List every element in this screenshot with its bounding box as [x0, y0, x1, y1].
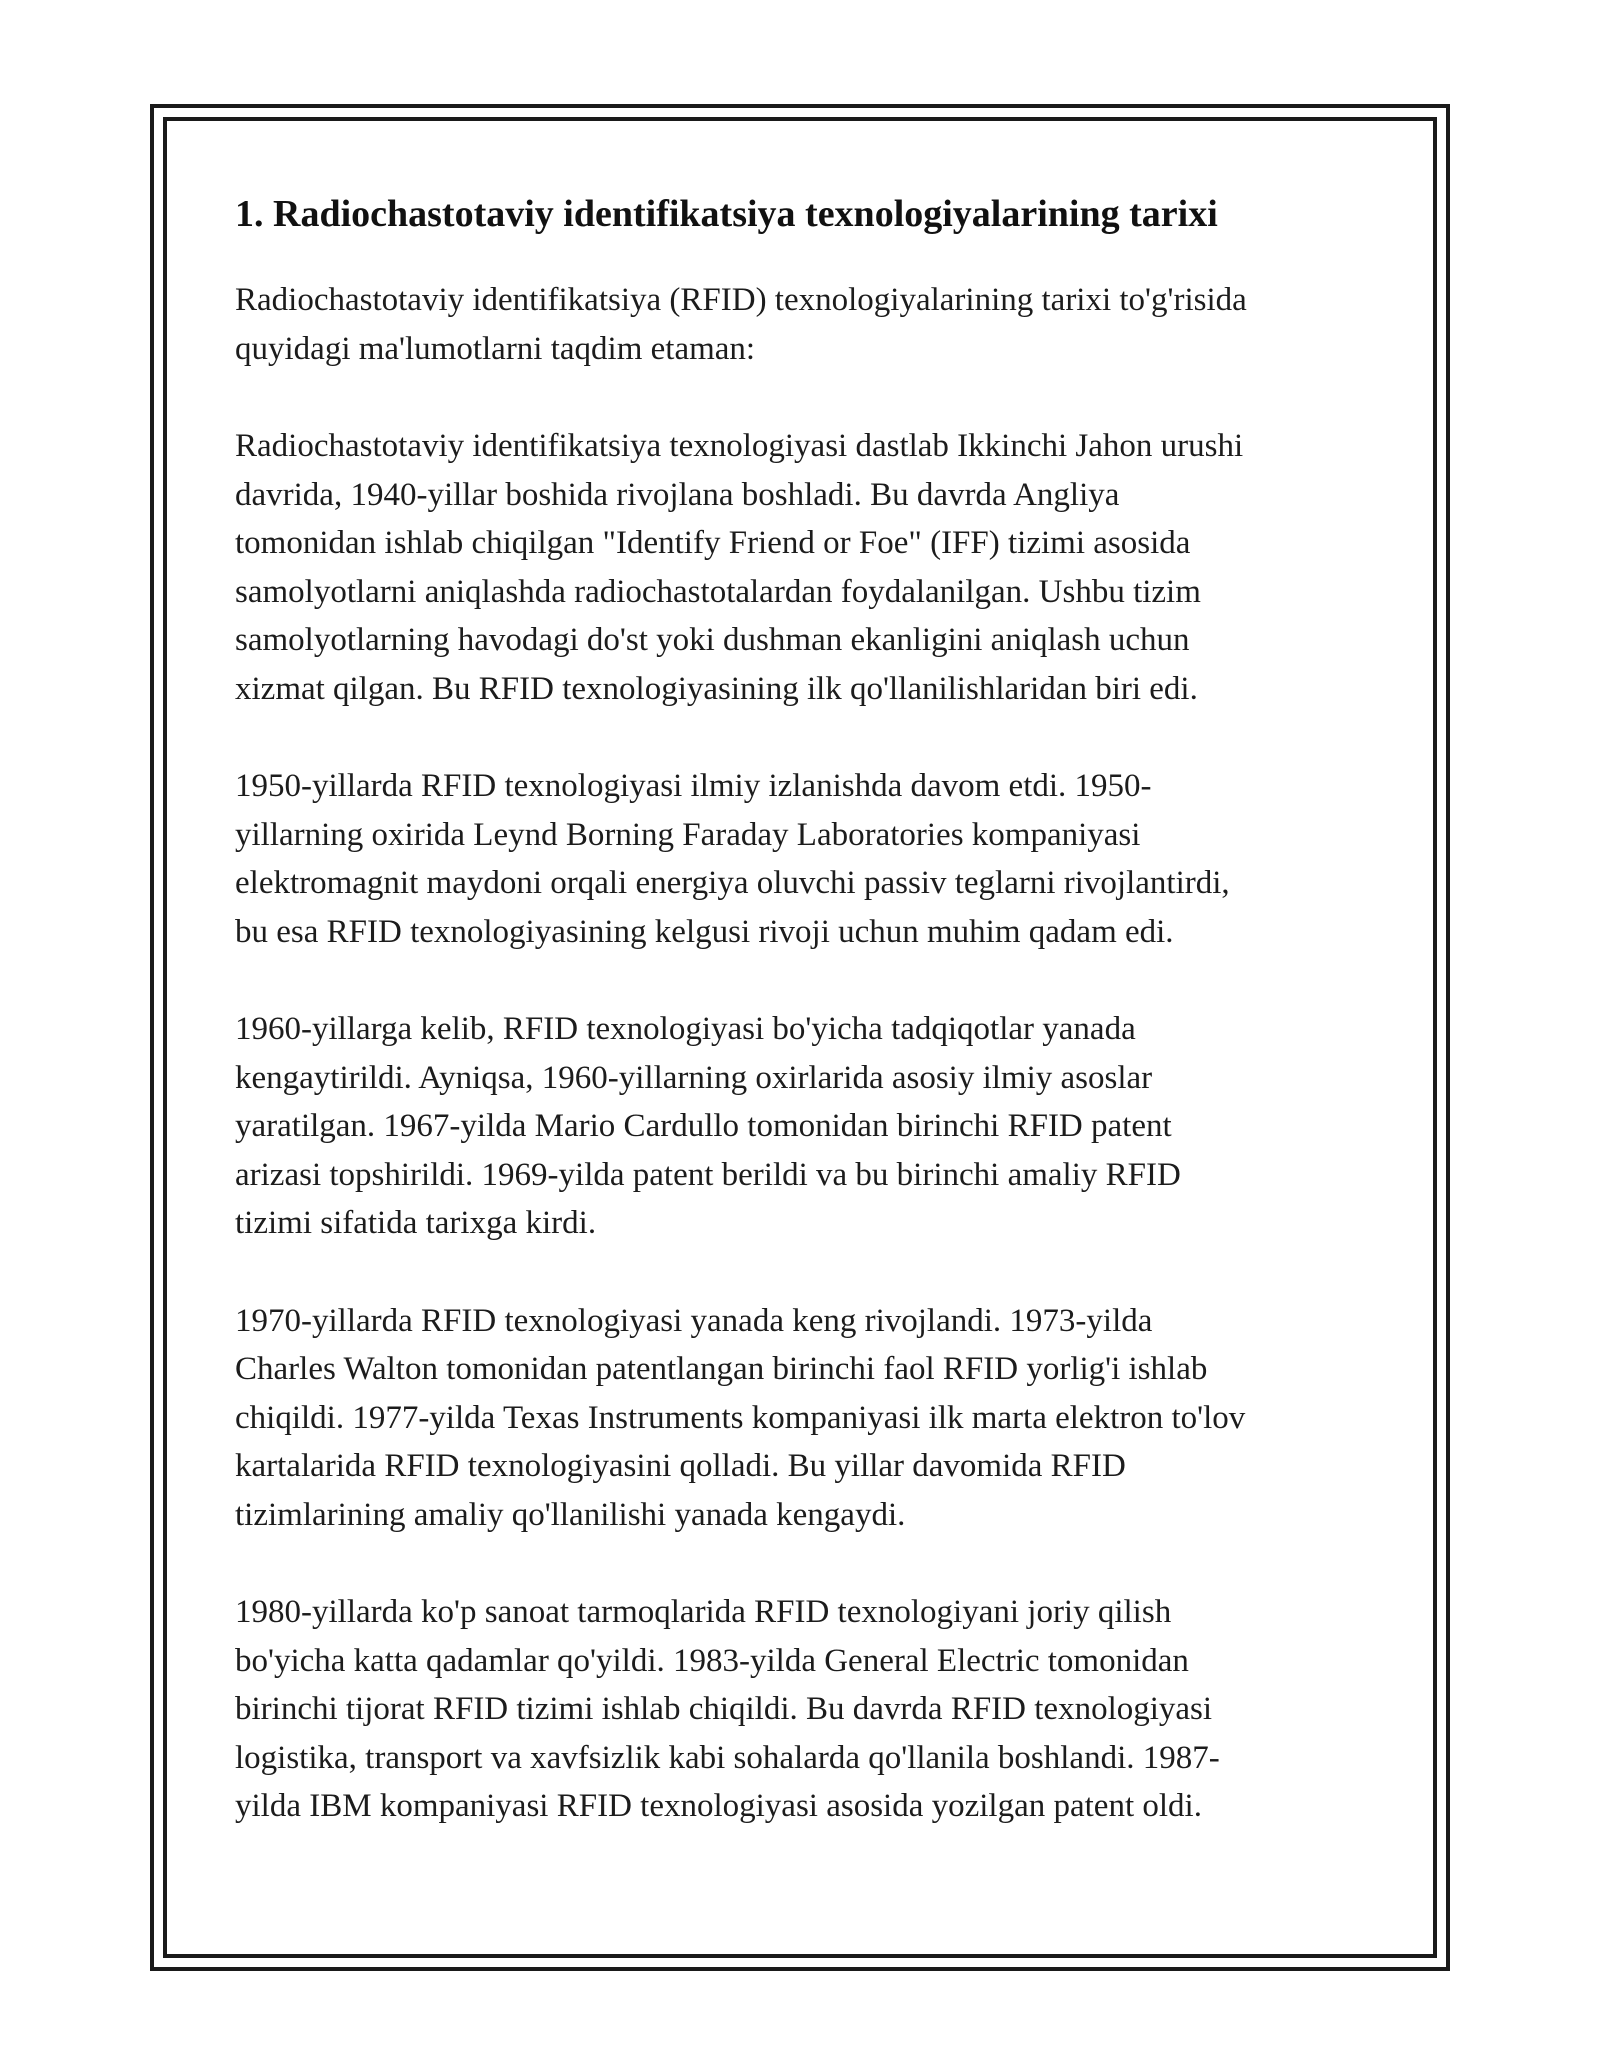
paragraph: [235, 422, 1375, 713]
text-line: arizasi topshirildi. 1969-yilda patent berildi va bu birinchi amaliy RFID: [235, 1156, 1181, 1193]
text-line: 1950-yillarda RFID texnologiyasi ilmiy izlanishda davom etdi. 1950-: [235, 768, 1152, 804]
text-line: quyidagi ma'lumotlarni taqdim etaman:: [235, 330, 756, 367]
text-line: 1980-yillarda ko'p sanoat tarmoqlarida RFID texnologiyani joriy qilish: [235, 1594, 1172, 1630]
text-line: chiqildi. 1977-yilda Texas Instruments kompaniyasi ilk marta elektron to'lov: [235, 1399, 1246, 1436]
text-line: bu esa RFID texnologiyasining kelgusi rivoji uchun muhim qadam edi.: [235, 913, 1174, 950]
text-line: Charles Walton tomonidan patentlangan birinchi faol RFID yorlig'i ishlab: [235, 1351, 1208, 1387]
document-body: [235, 186, 1375, 1880]
text-line: tomonidan ishlab chiqilgan "Identify Friend or Foe" (IFF) tizimi asosida: [235, 525, 1191, 561]
text-line: davrida, 1940-yillar boshida rivojlana boshladi. Bu davrda Angliya: [235, 476, 1120, 513]
paragraph-list: [235, 276, 1375, 1831]
paragraph: [235, 762, 1375, 956]
text-line: Radiochastotaviy identifikatsiya (RFID) texnologiyalarining tarixi to'g'risida: [235, 282, 1247, 318]
text-line: bo'yicha katta qadamlar qo'yildi. 1983-yilda General Electric tomonidan: [235, 1642, 1189, 1679]
text-line: yaratilgan. 1967-yilda Mario Cardullo tomonidan birinchi RFID patent: [235, 1108, 1172, 1144]
paragraph: [235, 1297, 1375, 1540]
text-line: yillarning oxirida Leynd Borning Faraday Laboratories kompaniyasi: [235, 816, 1141, 853]
section-heading: 1. Radiochastotaviy identifikatsiya texnologiyalarining tarixi: [235, 193, 1218, 235]
paragraph: [235, 276, 1375, 373]
text-line: kartalarida RFID texnologiyasini qolladi. Bu yillar davomida RFID: [235, 1448, 1126, 1484]
text-line: tizimi sifatida tarixga kirdi.: [235, 1205, 597, 1241]
text-line: elektromagnit maydoni orqali energiya oluvchi passiv teglarni rivojlantirdi,: [235, 865, 1230, 901]
text-line: yilda IBM kompaniyasi RFID texnologiyasi asosida yozilgan patent oldi.: [235, 1788, 1202, 1824]
text-line: birinchi tijorat RFID tizimi ishlab chiqildi. Bu davrda RFID texnologiyasi: [235, 1691, 1213, 1727]
paragraph: [235, 1588, 1375, 1831]
text-line: 1970-yillarda RFID texnologiyasi yanada keng rivojlandi. 1973-yilda: [235, 1302, 1153, 1339]
text-line: tizimlarining amaliy qo'llanilishi yanada kengaydi.: [235, 1496, 906, 1533]
text-line: logistika, transport va xavfsizlik kabi sohalarda qo'llanila boshlandi. 1987-: [235, 1739, 1220, 1776]
text-line: kengaytirildi. Ayniqsa, 1960-yillarning oxirlarida asosiy ilmiy asoslar: [235, 1059, 1153, 1096]
paragraph: [235, 1005, 1375, 1248]
text-line: samolyotlarni aniqlashda radiochastotalardan foydalanilgan. Ushbu tizim: [235, 573, 1201, 610]
text-line: Radiochastotaviy identifikatsiya texnologiyasi dastlab Ikkinchi Jahon urushi: [235, 428, 1244, 464]
text-line: 1960-yillarga kelib, RFID texnologiyasi bo'yicha tadqiqotlar yanada: [235, 1011, 1136, 1047]
text-line: samolyotlarning havodagi do'st yoki dushman ekanligini aniqlash uchun: [235, 622, 1190, 658]
text-line: xizmat qilgan. Bu RFID texnologiyasining ilk qo'llanilishlaridan biri edi.: [235, 670, 1198, 707]
